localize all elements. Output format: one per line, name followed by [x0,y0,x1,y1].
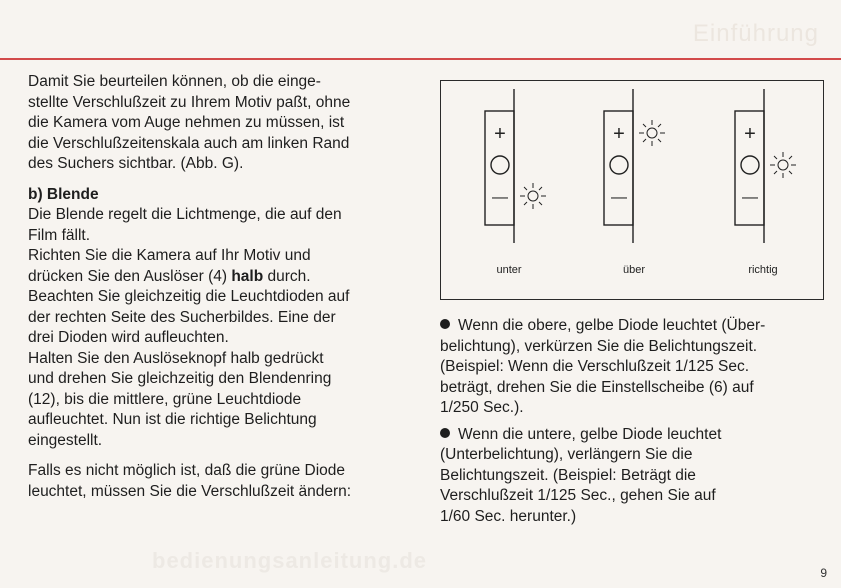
minus-symbol: — [611,189,627,206]
bullet-underexposure [440,425,832,528]
led-diagram [440,80,824,300]
bullet-line: Belichtungszeit. (Beispiel: Beträgt die [440,466,696,484]
label-richtig: richtig [748,264,778,276]
plus-symbol: + [613,123,625,145]
plus-symbol: + [744,123,756,145]
center-diode [741,156,759,174]
falls-line: leuchtet, müssen Sie die Verschlußzeit ändern: [28,482,352,500]
center-diode [491,156,509,174]
intro-line: die Kamera vom Auge nehmen zu müssen, ist [28,114,345,131]
beachten-line: Halten Sie den Auslöseknopf halb gedrückt [28,349,324,367]
led-diagram-svg [441,81,825,301]
falls-line: Falls es nicht möglich ist, daß die grüne Diode [28,462,346,479]
header-rule [0,58,841,60]
bullet-overexposure [440,316,832,419]
beachten-line: aufleuchtet. Nun ist die richtige Belichtung [28,411,317,428]
intro-line: Damit Sie beurteilen können, ob die einge- [28,73,321,90]
bullet-line [440,316,832,337]
bullet-text: Wenn die obere, gelbe Diode leuchtet (Über- [458,317,766,334]
sun-icon [520,183,546,209]
minus-symbol: — [492,189,508,206]
beachten-line: (12), bis die mittlere, grüne Leuchtdiode [28,390,302,408]
blende-line: Film fällt. [28,226,90,244]
center-diode [610,156,628,174]
bullet-line: 1/250 Sec.). [440,399,524,416]
intro-line: des Suchers sichtbar. (Abb. G). [28,155,244,172]
beachten-line: der rechten Seite des Sucherbildes. Eine der [28,308,336,326]
bullet-line: belichtung), verkürzen Sie die Belichtungszeit. [440,337,758,355]
bullet-line: Verschlußzeit 1/125 Sec., gehen Sie auf [440,487,716,504]
sun-icon [770,152,796,178]
richten-post: durch. [263,267,311,285]
page-number: 9 [820,566,827,580]
label-unter: unter [496,264,522,276]
blende-line: Die Blende regelt die Lichtmenge, die auf den [28,206,342,223]
bullet-line: beträgt, drehen Sie die Einstellscheibe (6) auf [440,378,754,396]
header-ghost-title: Einführung [692,20,819,47]
bullet-line: (Unterbelichtung), verlängern Sie die [440,446,693,463]
watermark: bedienungsanleitung.de [152,548,428,573]
bullet-text: Wenn die untere, gelbe Diode leuchtet [458,425,722,443]
intro-line: stellte Verschlußzeit zu Ihrem Motiv paßt, ohne [28,93,351,111]
bullet-line: (Beispiel: Wenn die Verschlußzeit 1/125 Sec. [440,358,750,375]
beachten-line: drei Dioden wird aufleuchten. [28,329,229,346]
richten-line: Richten Sie die Kamera auf Ihr Motiv und [28,247,311,264]
bullet-line [440,425,832,446]
left-column [28,72,420,502]
richten-pre: drücken Sie den Auslöser (4) [28,267,232,285]
right-column [440,316,832,531]
section-heading-blende: b) Blende [28,185,99,203]
bullet-dot [440,428,450,438]
label-ueber: über [622,264,646,276]
richten-line [28,267,420,288]
sun-icon [639,120,665,146]
plus-symbol: + [494,123,506,145]
bullet-dot [440,319,450,329]
beachten-line: und drehen Sie gleichzeitig den Blendenring [28,370,332,387]
beachten-line: eingestellt. [28,431,103,449]
intro-line: die Verschlußzeitenskala auch am linken Rand [28,134,350,152]
beachten-line: Beachten Sie gleichzeitig die Leuchtdioden auf [28,288,350,305]
bullet-line: 1/60 Sec. herunter.) [440,507,577,525]
minus-symbol: — [742,189,758,206]
halb-bold: halb [231,267,264,285]
